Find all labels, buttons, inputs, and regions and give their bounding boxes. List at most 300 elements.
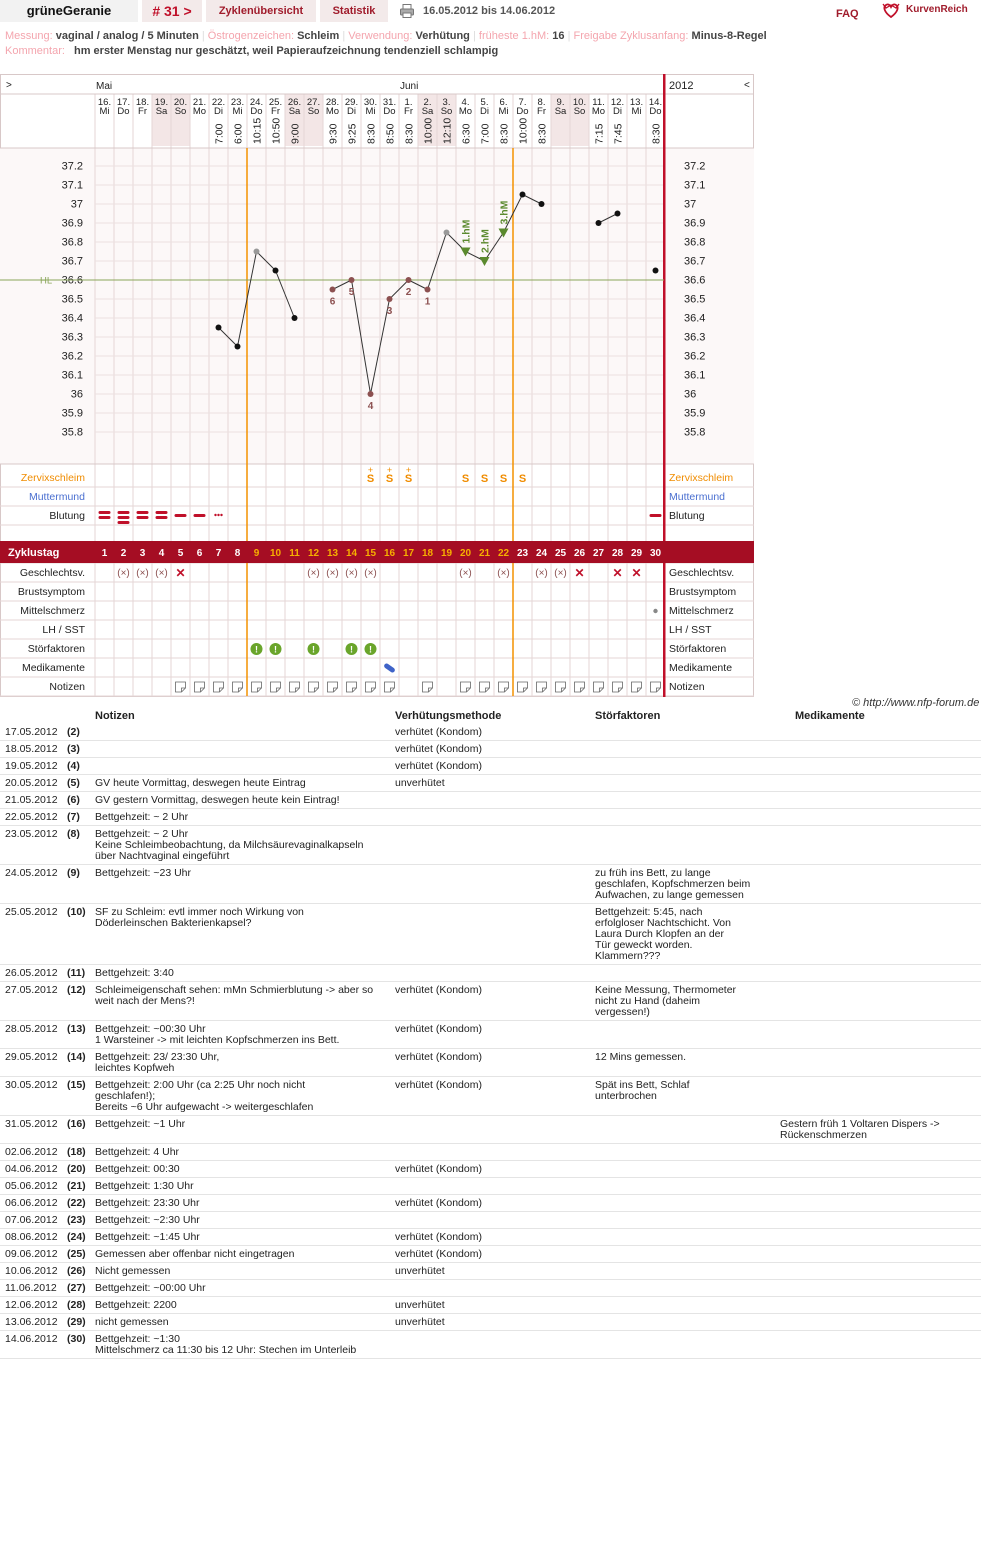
cycle-day-number: 23 [516,548,529,559]
weekday-label: Do [250,106,263,117]
table-row [0,792,981,809]
bleeding-bar [156,511,168,514]
time-label: 10:15 [251,117,264,144]
cell-method: verhütet (Kondom) [395,1197,482,1209]
row-label-zervix: Zervixschleim [20,472,85,484]
cell-note: Bettgehzeit: ~00:00 Uhr [95,1282,206,1294]
cell-day: (14) [67,1051,86,1063]
date-label: 6. [499,97,508,108]
cycle-day-number: 16 [383,548,396,559]
intercourse-protected: (×) [155,568,168,579]
cell-day: (3) [67,743,80,755]
nav-prev-icon: > [6,80,12,91]
cycle-day-number: 28 [611,548,624,559]
y-tick-left: 37.1 [61,179,83,192]
row-label-right-lh: LH / SST [669,624,712,636]
counted-label: 2 [405,287,412,298]
notes-header: Notizen [95,710,135,722]
faq-link[interactable]: FAQ [836,8,859,20]
bleeding-bar [137,511,149,514]
bleeding-bar [194,514,206,517]
table-row [0,1195,981,1212]
row-label-right-gv: Geschlechtsv. [669,567,735,579]
row-label-right-notizen: Notizen [669,681,705,693]
cycle-day-number: 5 [177,548,184,559]
date-label: 11. [592,97,605,108]
meta-label: Freigabe Zyklusanfang: [573,30,689,42]
time-label: 8:30 [498,123,511,144]
cell-note: Bettgehzeit: ~ 2 Uhr Keine Schleimbeobachtung, da Milchsäurevaginalkapseln über Nachtvaginal eingeführt [95,828,364,862]
cell-note: Bettgehzeit: 00:30 [95,1163,180,1175]
date-label: 16. [97,97,112,108]
cycle-day-number: 29 [630,548,643,559]
row-label-mittel: Mittelschmerz [20,605,85,617]
table-row [0,758,981,775]
bleeding-bar [99,516,111,519]
bleeding-bar [175,514,187,517]
cell-date: 06.06.2012 [5,1197,58,1209]
counted-label: 3 [386,306,393,317]
table-row [0,1021,981,1049]
cell-date: 10.06.2012 [5,1265,58,1277]
cell-note: SF zu Schleim: evtl immer noch Wirkung von Döderleinschen Bakterienkapsel? [95,906,304,929]
y-tick-right: 36.5 [684,293,706,306]
time-label: 7:00 [213,123,226,144]
cycle-day-number: 18 [421,548,434,559]
cell-method: unverhütet [395,1265,445,1277]
table-row [0,904,981,965]
bleeding-mittel [650,514,662,517]
cycle-day-number: 3 [139,548,146,559]
date-label: 17. [116,97,131,108]
table-row [0,1331,981,1359]
date-label: 25. [268,97,283,108]
cell-date: 23.05.2012 [5,828,58,840]
cycle-day-number: 10 [269,548,282,559]
cycle-day-number: 2 [120,548,127,559]
printer-icon[interactable] [400,4,414,18]
cycle-day-number: 13 [326,548,339,559]
cell-method: verhütet (Kondom) [395,1023,482,1035]
weekday-label: Fr [138,106,147,117]
date-label: 21. [192,97,207,108]
cell-method: verhütet (Kondom) [395,760,482,772]
cell-method: verhütet (Kondom) [395,1248,482,1260]
cell-date: 22.05.2012 [5,811,58,823]
time-label: 9:25 [346,123,359,144]
cell-date: 21.05.2012 [5,794,58,806]
kurvenreich-logo-icon[interactable] [882,1,900,18]
bleeding-bar [118,511,130,514]
table-row [0,775,981,792]
zervix-symbol: S [404,473,413,485]
month-label: Juni [400,81,419,92]
time-label: 8:50 [384,123,397,144]
bleeding-bar [118,516,130,519]
weekday-label: Di [480,106,489,117]
date-label: 13. [629,97,644,108]
zervix-symbol: S [385,473,394,485]
table-row [0,1144,981,1161]
temperature-chart [0,74,760,698]
zervix-symbol: S [480,473,489,485]
bleeding-bar [137,516,149,519]
stoerfaktor-mark: ! [350,644,353,655]
cell-note: Bettgehzeit: 23/ 23:30 Uhr, leichtes Kopfweh [95,1051,220,1074]
cycle-day-number: 27 [592,548,605,559]
cycle-day-bar-right [665,541,754,563]
weekday-label: So [307,106,320,117]
time-label: 8:30 [536,123,549,144]
y-tick-right: 36 [684,388,697,401]
temp-point [254,249,260,255]
intercourse-protected: (×) [459,568,472,579]
cell-date: 02.06.2012 [5,1146,58,1158]
cycle-number-button[interactable]: # 31 > [142,0,202,22]
y-tick-right: 36.9 [684,217,706,230]
cell-date: 14.06.2012 [5,1333,58,1345]
time-label: 8:30 [365,123,378,144]
y-tick-right: 36.3 [684,331,706,344]
cell-note: Gemessen aber offenbar nicht eingetragen [95,1248,295,1260]
cell-day: (27) [67,1282,86,1294]
time-label: 6:30 [460,123,473,144]
temp-point [539,201,545,207]
intercourse-protected: (×) [497,568,510,579]
cell-day: (7) [67,811,80,823]
row-label-right-stoer: Störfaktoren [669,643,727,655]
date-label: 26. [287,97,302,108]
statistics-button[interactable]: Statistik [320,0,388,22]
meta-value: Verhütung [415,30,470,42]
zervix-symbol: S [518,473,527,485]
row-label-right-brust: Brustsymptom [669,586,737,598]
weekday-label: Di [613,106,622,117]
y-tick-left: 36.4 [61,312,83,325]
cycle-day-number: 4 [158,548,165,559]
bleeding-dot [220,514,222,516]
cell-day: (28) [67,1299,86,1311]
cycle-day-number: 21 [478,548,491,559]
mittelschmerz-dot [653,609,657,613]
temp-point [368,391,374,397]
cell-note: Bettgehzeit: 2200 [95,1299,177,1311]
cell-date: 04.06.2012 [5,1163,58,1175]
cycle-day-number: 25 [554,548,567,559]
time-label: 8:30 [650,123,663,144]
cycle-overview-button[interactable]: Zyklenübersicht [206,0,316,22]
table-row [0,1263,981,1280]
weekday-label: So [174,106,187,117]
time-label: 12:10 [441,117,454,144]
cell-note: Bettgehzeit: 23:30 Uhr [95,1197,200,1209]
bleeding-mittel [175,514,187,517]
nav-next-icon: < [744,80,750,91]
kurvenreich-link[interactable]: KurvenReich [906,4,968,15]
y-tick-right: 35.8 [684,426,706,439]
cell-date: 27.05.2012 [5,984,58,996]
temp-point [444,230,450,236]
zervix-symbol: S [461,473,470,485]
date-label: 1. [404,97,413,108]
top-bar [0,0,981,24]
cell-day: (8) [67,828,80,840]
weekday-label: Di [214,106,223,117]
cell-day: (4) [67,760,80,772]
cell-note: Bettgehzeit: ~2:30 Uhr [95,1214,200,1226]
intercourse-unprotected: ✕ [612,566,623,580]
cycle-day-number: 26 [573,548,586,559]
row-label-right-muttermund: Muttermund [669,491,726,503]
y-tick-left: 36.5 [61,293,83,306]
temp-point [615,211,621,217]
cell-note: GV gestern Vormittag, deswegen heute kein Eintrag! [95,794,340,806]
cell-date: 08.06.2012 [5,1231,58,1243]
cell-note: Bettgehzeit: ~1:30 Mittelschmerz ca 11:30 bis 12 Uhr: Stechen im Unterleib [95,1333,357,1356]
cell-note: Bettgehzeit: ~23 Uhr [95,867,192,879]
date-label: 27. [306,97,321,108]
intercourse-protected: (×) [136,568,149,579]
cell-day: (9) [67,867,80,879]
cell-day: (20) [67,1163,86,1175]
weekday-label: Mi [232,106,243,117]
cycle-day-number: 14 [345,548,358,559]
zervix-symbol: S [499,473,508,485]
cell-method: verhütet (Kondom) [395,984,482,996]
time-label: 7:00 [479,123,492,144]
comment-label: Kommentar: [5,45,65,57]
row-label-gv: Geschlechtsv. [19,567,85,579]
counted-label: 5 [348,287,355,298]
weekday-label: Sa [421,106,434,117]
hm-label: 3.hM [498,200,511,225]
y-tick-right: 37.2 [684,160,706,173]
copyright: © http://www.nfp-forum.de [852,697,980,709]
cell-note: Nicht gemessen [95,1265,171,1277]
row-label-muttermund: Muttermund [28,491,85,503]
cell-day: (21) [67,1180,86,1192]
table-row [0,865,981,904]
y-tick-right: 35.9 [684,407,706,420]
cell-note: Bettgehzeit: ~00:30 Uhr 1 Warsteiner -> mit leichten Kopfschmerzen ins Bett. [95,1023,340,1046]
cell-method: verhütet (Kondom) [395,1079,482,1091]
cell-day: (6) [67,794,80,806]
cell-date: 07.06.2012 [5,1214,58,1226]
date-label: 22. [211,97,226,108]
table-row [0,741,981,758]
cell-note: Schleimeigenschaft sehen: mMn Schmierblutung -> aber so weit nach der Mens?! [95,984,374,1007]
y-tick-right: 36.6 [684,274,706,287]
weekday-label: Sa [288,106,301,117]
cell-stoer: Keine Messung, Thermometer nicht zu Hand (daheim vergessen!) [595,984,737,1018]
bleeding-bar [156,516,168,519]
cell-day: (10) [67,906,86,918]
cycle-day-number: 30 [649,548,662,559]
y-tick-left: 36.3 [61,331,83,344]
temp-point [330,287,336,293]
y-tick-left: 36.1 [61,369,83,382]
date-label: 8. [537,97,546,108]
row-label-right-mittel: Mittelschmerz [669,605,734,617]
cycle-day-number: 6 [196,548,203,559]
intercourse-protected: (×) [117,568,130,579]
stoerfaktor-mark: ! [255,644,258,655]
intercourse-protected: (×) [535,568,548,579]
user-name[interactable]: grüneGeranie [0,0,138,22]
weekday-label: Do [516,106,529,117]
date-label: 5. [480,97,489,108]
row-label-lh: LH / SST [42,624,85,636]
date-label: 18. [135,97,150,108]
temp-point [387,296,393,302]
meta-label: früheste 1.hM: [478,30,550,42]
temp-point [425,287,431,293]
cell-method: unverhütet [395,1316,445,1328]
cell-day: (16) [67,1118,86,1130]
cycle-day-number: 9 [253,548,260,559]
bleeding-sehr stark [118,511,130,524]
cell-method: verhütet (Kondom) [395,743,482,755]
cell-note: Bettgehzeit: ~1 Uhr [95,1118,186,1130]
intercourse-protected: (×) [554,568,567,579]
coverline-label: HL [40,275,53,287]
temp-point [292,315,298,321]
cell-day: (2) [67,726,80,738]
weekday-label: So [573,106,586,117]
temp-point [216,325,222,331]
weekday-label: So [440,106,453,117]
plot-area [0,148,754,464]
table-row [0,809,981,826]
weekday-label: Mi [498,106,509,117]
intercourse-unprotected: ✕ [175,566,186,580]
time-label: 10:00 [422,117,435,144]
cell-stoer: Spät ins Bett, Schlaf unterbrochen [595,1079,690,1102]
cell-date: 05.06.2012 [5,1180,58,1192]
cell-note: Bettgehzeit: 1:30 Uhr [95,1180,194,1192]
cell-stoer: Bettgehzeit: 5:45, nach erfolgloser Nachtschicht. Von Laura Durch Klopfen an der Tür geweckt worden. Klammern??? [595,906,731,962]
time-label: 7:15 [593,123,606,144]
today-marker [663,74,666,697]
intercourse-unprotected: ✕ [631,566,642,580]
table-row [0,1049,981,1077]
temp-point [653,268,659,274]
time-label: 6:00 [232,123,245,144]
cell-date: 17.05.2012 [5,726,58,738]
y-tick-left: 36.2 [61,350,83,363]
table-row [0,826,981,865]
cycle-settings: Messung: vaginal / analog / 5 Minuten | Östrogenzeichen: Schleim | Verwendung: Verhütung | früheste 1.hM: 16 | Freigabe Zyklusanfang: Minus-8-Regel [5,30,767,42]
table-row [0,1246,981,1263]
meta-value: 16 [552,30,565,42]
weekday-label: Mo [192,106,207,117]
cell-day: (29) [67,1316,86,1328]
meta-label: Verwendung: [348,30,413,42]
date-label: 10. [572,97,587,108]
bleeding-bar [99,511,111,514]
hm-label: 2.hM [479,229,492,253]
counted-label: 1 [424,296,431,308]
meta-value: Schleim [297,30,340,42]
cell-method: verhütet (Kondom) [395,726,482,738]
med-header: Medikamente [795,710,865,722]
y-tick-left: 36.6 [61,274,83,287]
bleeding-schmier [214,514,222,516]
time-label: 10:50 [270,117,283,144]
cell-note: GV heute Vormittag, deswegen heute Eintrag [95,777,306,789]
row-label-notizen: Notizen [49,681,85,693]
cell-date: 13.06.2012 [5,1316,58,1328]
weekday-label: Mo [458,106,473,117]
cell-date: 25.05.2012 [5,906,58,918]
cycle-day-number: 20 [459,548,472,559]
time-label: 10:00 [517,117,530,144]
cell-method: verhütet (Kondom) [395,1231,482,1243]
cell-note: Bettgehzeit: 2:00 Uhr (ca 2:25 Uhr noch nicht geschlafen!); Bereits ~6 Uhr aufgewacht -> weitergeschlafen [95,1079,314,1113]
cell-day: (12) [67,984,86,996]
cell-date: 19.05.2012 [5,760,58,772]
row-label-right-blutung: Blutung [669,510,705,522]
cell-note: Bettgehzeit: ~1:45 Uhr [95,1231,200,1243]
row-label-right-med: Medikamente [669,662,733,674]
weekday-label: Sa [554,106,567,117]
zervix-plus: + [386,465,393,475]
table-row [0,1116,981,1144]
table-row [0,1314,981,1331]
temp-point [273,268,279,274]
table-row [0,724,981,741]
time-label: 9:00 [289,123,302,144]
y-tick-right: 36.4 [684,312,706,325]
cell-day: (26) [67,1265,86,1277]
cycle-day-number: 11 [289,548,300,559]
cell-date: 24.05.2012 [5,867,58,879]
cycle-day-label: Zyklustag [8,547,60,559]
zervix-plus: + [405,465,412,475]
meta-label: Messung: [5,30,53,42]
cycle-day-number: 7 [215,548,222,559]
row-label-brust: Brustsymptom [17,586,85,598]
bleeding-bar [650,514,662,517]
table-row [0,965,981,982]
weekday-label: Mi [365,106,376,117]
stoerfaktor-mark: ! [369,644,372,655]
weekday-label: Mo [325,106,340,117]
counted-label: 6 [329,296,336,308]
weekday-label: Fr [537,106,546,117]
cell-day: (30) [67,1333,86,1345]
date-label: 24. [249,97,264,108]
weekday-label: Do [649,106,662,117]
y-tick-left: 37 [70,198,83,211]
intercourse-unprotected: ✕ [574,566,585,580]
cell-note: Bettgehzeit: 4 Uhr [95,1146,180,1158]
intercourse-protected: (×) [364,568,377,579]
intercourse-protected: (×) [326,568,339,579]
cell-stoer: zu früh ins Bett, zu lange geschlafen, Kopfschmerzen beim Aufwachen, zu lange gemessen [595,867,751,901]
date-label: 20. [173,97,188,108]
cell-note: Bettgehzeit: 3:40 [95,967,174,979]
y-tick-left: 35.9 [61,407,83,420]
cycle-day-number: 17 [402,548,415,559]
time-label: 7:45 [612,123,625,144]
cell-day: (13) [67,1023,86,1035]
weekday-label: Mo [591,106,606,117]
cell-method: unverhütet [395,1299,445,1311]
y-tick-right: 36.8 [684,236,706,249]
cell-date: 18.05.2012 [5,743,58,755]
cell-day: (15) [67,1079,86,1091]
